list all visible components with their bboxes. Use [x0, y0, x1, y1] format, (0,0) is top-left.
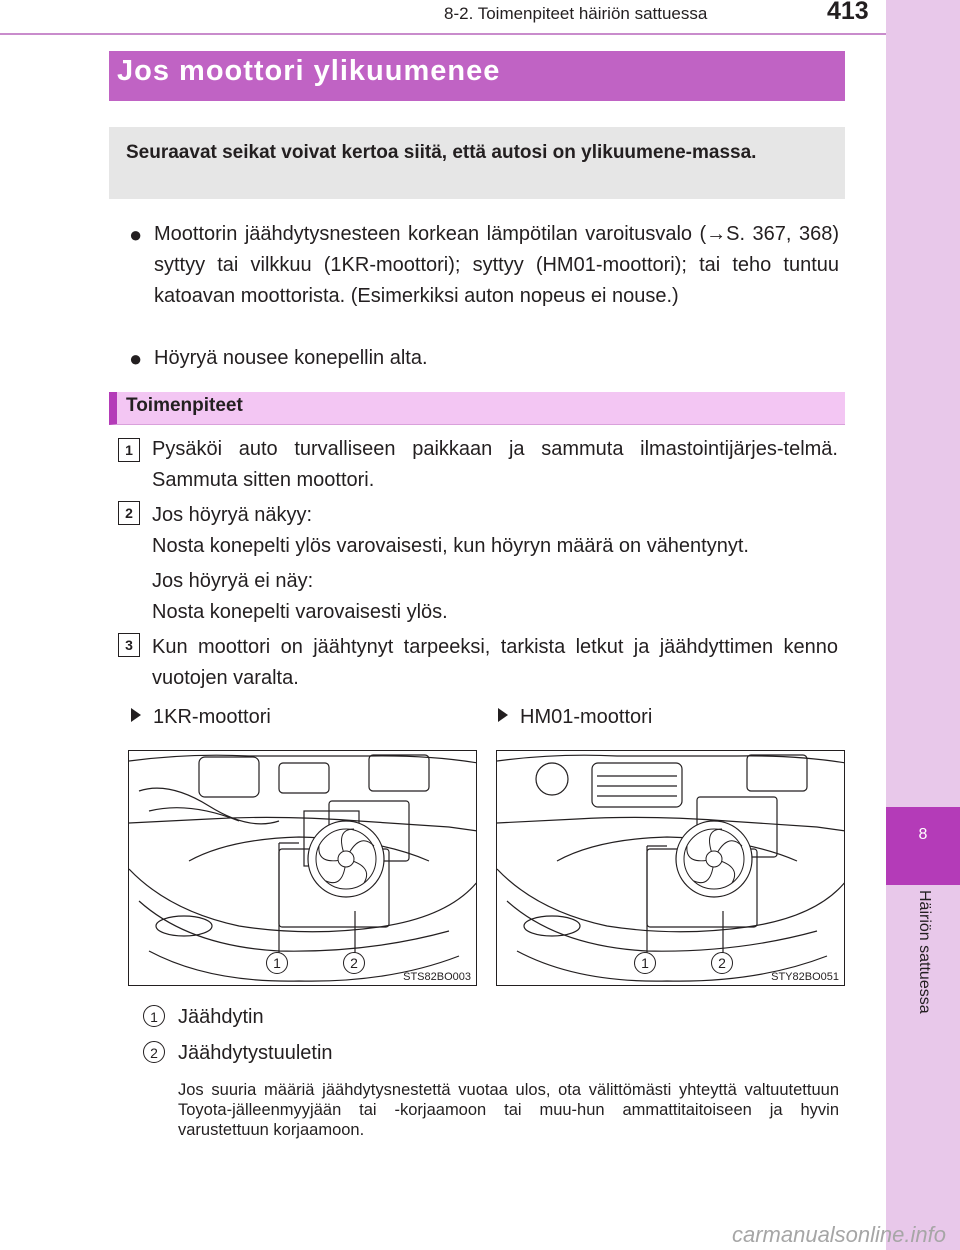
symptom-text: Moottorin jäähdytysnesteen korkean lämpötilan varoitusvalo (→S. 367, 368) syttyy tai vilkkuu (1KR-moottori); syttyy (HM01-moottori); tai teho tuntuu katoavan moottorista. (Esimerkiksi auton nopeus ei nouse.): [154, 223, 839, 307]
chapter-tab: [886, 807, 960, 885]
page-number: 413: [827, 0, 869, 25]
triangle-arrow-icon: [131, 708, 141, 722]
step-number: 1: [118, 438, 140, 462]
chapter-number: 8: [918, 826, 928, 843]
callout-1: 1: [634, 952, 656, 974]
callout-1: 1: [266, 952, 288, 974]
figure-caption-text: 1KR-moottori: [153, 706, 271, 728]
actions-heading: Toimenpiteet: [109, 392, 845, 425]
engine-bay-drawing: [497, 751, 845, 986]
step-text: Nosta konepelti ylös varovaisesti, kun höyryn määrä on vähentynyt.: [152, 535, 749, 557]
chapter-title: Häiriön sattuessa: [916, 890, 933, 1014]
step-text: Jos höyryä ei näy:: [152, 570, 314, 592]
engine-bay-drawing: [129, 751, 477, 986]
bullet-dot-icon: ●: [129, 346, 143, 371]
watermark: carmanualsonline.info: [731, 1222, 946, 1247]
engine-illustration: [496, 750, 845, 986]
section-title: Jos moottori ylikuumenee: [109, 51, 845, 101]
legend-number: 1: [143, 1005, 165, 1027]
step-text: Nosta konepelti varovaisesti ylös.: [152, 601, 448, 623]
intro-box: Seuraavat seikat voivat kertoa siitä, että autosi on ylikuumene-massa.: [109, 127, 845, 199]
callout-2: 2: [711, 952, 733, 974]
chapter-sidebar: [886, 0, 960, 1250]
legend-number: 2: [143, 1041, 165, 1063]
figure-code: STY82BO051: [771, 971, 839, 983]
section-path: 8-2. Toimenpiteet häiriön sattuessa: [444, 4, 708, 23]
figure-code: STS82BO003: [403, 971, 471, 983]
warning-note: Jos suuria määriä jäähdytysnestettä vuotaa ulos, ota välittömästi yhteyttä valtuutettuun Toyota-jälleenmyyjään tai -korjaamoon tai muu-hun ammattitaitoiseen ja hyvin varustettuun korjaamoon.: [178, 1081, 839, 1139]
step-number: 2: [118, 501, 140, 525]
figure-caption: [498, 706, 652, 729]
engine-illustration: [128, 750, 477, 986]
header-rule: [0, 33, 886, 35]
step-number: 3: [118, 633, 140, 657]
figure-caption-text: HM01-moottori: [520, 706, 653, 728]
legend-label: Jäähdytin: [178, 1006, 264, 1028]
step-text: Kun moottori on jäähtynyt tarpeeksi, tarkista letkut ja jäähdyttimen kenno vuotojen varalta.: [152, 636, 838, 689]
legend-label: Jäähdytystuuletin: [178, 1042, 333, 1064]
bullet-dot-icon: ●: [129, 222, 143, 247]
triangle-arrow-icon: [498, 708, 508, 722]
step-text: Pysäköi auto turvalliseen paikkaan ja sammuta ilmastointijärjes-telmä. Sammuta sitten moottori.: [152, 438, 838, 491]
step-text: Jos höyryä näkyy:: [152, 504, 313, 526]
callout-2: 2: [343, 952, 365, 974]
figure-caption: [131, 706, 271, 729]
symptom-text: Höyryä nousee konepellin alta.: [154, 347, 428, 369]
